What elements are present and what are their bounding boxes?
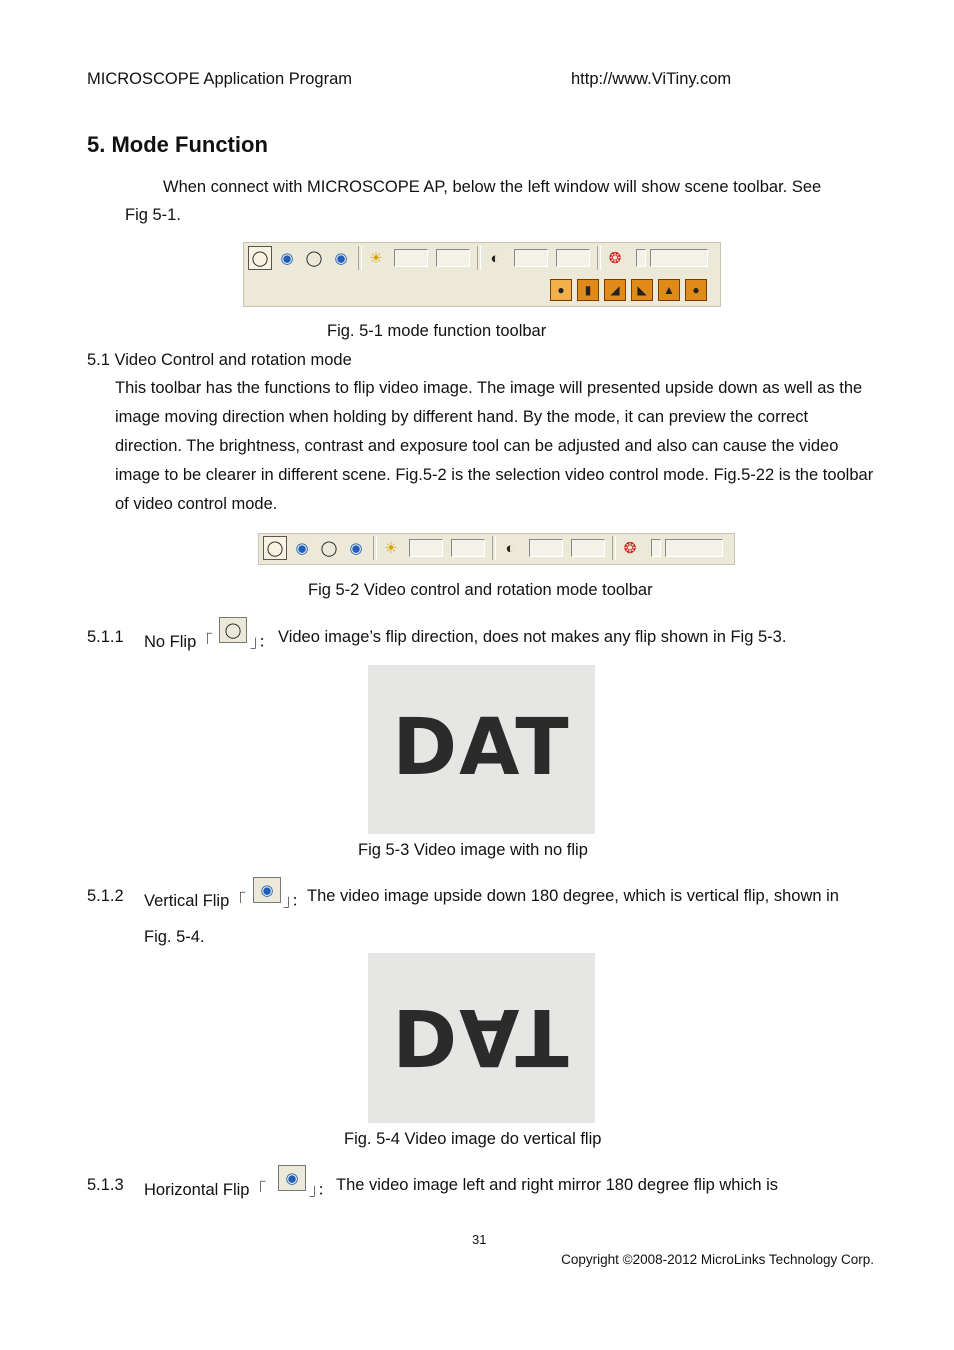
header-url: http://www.ViTiny.com [571,70,732,88]
item-512-number: 5.1.2 [87,887,124,905]
exposure-slider[interactable] [665,539,723,557]
item-511-text: Video image’s flip direction, does not makes any flip shown in Fig 5-3. [278,628,787,646]
vertical-flip-icon: ◉ [253,877,281,903]
brightness-icon[interactable]: ☀ [384,539,398,557]
vertical-flip-icon[interactable]: ◉ [295,539,309,557]
fig53-caption: Fig 5-3 Video image with no flip [358,841,588,859]
exposure-icon[interactable]: ❂ [623,539,637,557]
no-flip-icon[interactable]: ◯ [248,246,272,270]
item-512-text: The video image upside down 180 degree, which is vertical flip, shown in [307,887,839,905]
contrast-icon[interactable]: ◐ [490,249,500,267]
image-text: DAT [392,703,571,793]
toolbar-separator [612,536,616,560]
image-text: DAT [392,991,571,1081]
brightness-slider-left[interactable] [394,249,428,267]
mode-function-toolbar [243,242,721,307]
item-511-bracket: 」： [250,633,275,651]
intro-line-1: When connect with MICROSCOPE AP, below the left window will show scene toolbar. See [163,178,822,196]
vertical-flip-video-image [368,953,595,1123]
contrast-slider-left[interactable] [514,249,548,267]
page-number: 31 [472,1232,487,1247]
no-flip-icon: ◯ [219,617,247,643]
scene-mode-5-icon[interactable]: ▲ [658,279,680,301]
section-title: 5. Mode Function [87,132,268,157]
brightness-icon[interactable]: ☀ [369,249,383,267]
toolbar-separator [477,246,481,270]
item-511-label: No Flip「 [144,633,213,651]
contrast-slider-right[interactable] [571,539,605,557]
rotate-flip-icon[interactable]: ◉ [334,249,348,267]
scene-mode-4-icon[interactable]: ◣ [631,279,653,301]
item-512-bracket: 」： [283,892,308,910]
subsection-heading: 5.1 Video Control and rotation mode [87,351,352,369]
rotate-flip-icon[interactable]: ◉ [349,539,363,557]
contrast-icon[interactable]: ◐ [505,539,515,557]
item-513-bracket: 」： [309,1181,334,1199]
no-flip-icon[interactable]: ◯ [263,536,287,560]
exposure-icon[interactable]: ❂ [608,249,622,267]
item-512-label: Vertical Flip「 [144,892,246,910]
brightness-slider-right[interactable] [436,249,470,267]
item-512-continued: Fig. 5-4. [144,928,205,946]
no-flip-video-image [368,665,595,834]
fig51-caption: Fig. 5-1 mode function toolbar [327,322,547,340]
vertical-flip-icon[interactable]: ◉ [280,249,294,267]
exposure-slider-thumb[interactable] [651,539,661,557]
item-513-text: The video image left and right mirror 180 degree flip which is [336,1176,779,1194]
video-control-toolbar [258,533,735,565]
item-511-number: 5.1.1 [87,628,124,646]
brightness-slider-left[interactable] [409,539,443,557]
horizontal-flip-icon: ◉ [278,1165,306,1191]
exposure-slider[interactable] [650,249,708,267]
item-513-number: 5.1.3 [87,1176,124,1194]
toolbar-separator [373,536,377,560]
toolbar-separator [358,246,362,270]
contrast-slider-left[interactable] [529,539,563,557]
copyright: Copyright ©2008-2012 MicroLinks Technology Corp. [561,1252,874,1267]
horizontal-flip-icon[interactable]: ◯ [305,249,323,267]
horizontal-flip-icon[interactable]: ◯ [320,539,338,557]
item-513-label: Horizontal Flip「 [144,1181,266,1199]
fig52-caption: Fig 5-2 Video control and rotation mode toolbar [308,581,653,599]
header-title: MICROSCOPE Application Program [87,70,353,88]
subsection-paragraph: This toolbar has the functions to flip video image. The image will presented upside down as well as the image moving direction when holding by different hand. By the mode, it can preview the correct direction. The brightness, contrast and exposure tool can be adjusted and also can cause the video image to be clearer in different scene. Fig.5-2 is the selection video control mode. Fig.5-22 is the toolbar of video control mode. [115,379,874,513]
scene-mode-3-icon[interactable]: ◢ [604,279,626,301]
scene-mode-2-icon[interactable]: ▮ [577,279,599,301]
toolbar-separator [597,246,601,270]
scene-mode-1-icon[interactable]: ● [550,279,572,301]
fig54-caption: Fig. 5-4 Video image do vertical flip [344,1130,602,1148]
exposure-slider-thumb[interactable] [636,249,646,267]
toolbar-separator [492,536,496,560]
scene-mode-6-icon[interactable]: ● [685,279,707,301]
brightness-slider-right[interactable] [451,539,485,557]
intro-line-2: Fig 5-1. [125,206,181,224]
contrast-slider-right[interactable] [556,249,590,267]
